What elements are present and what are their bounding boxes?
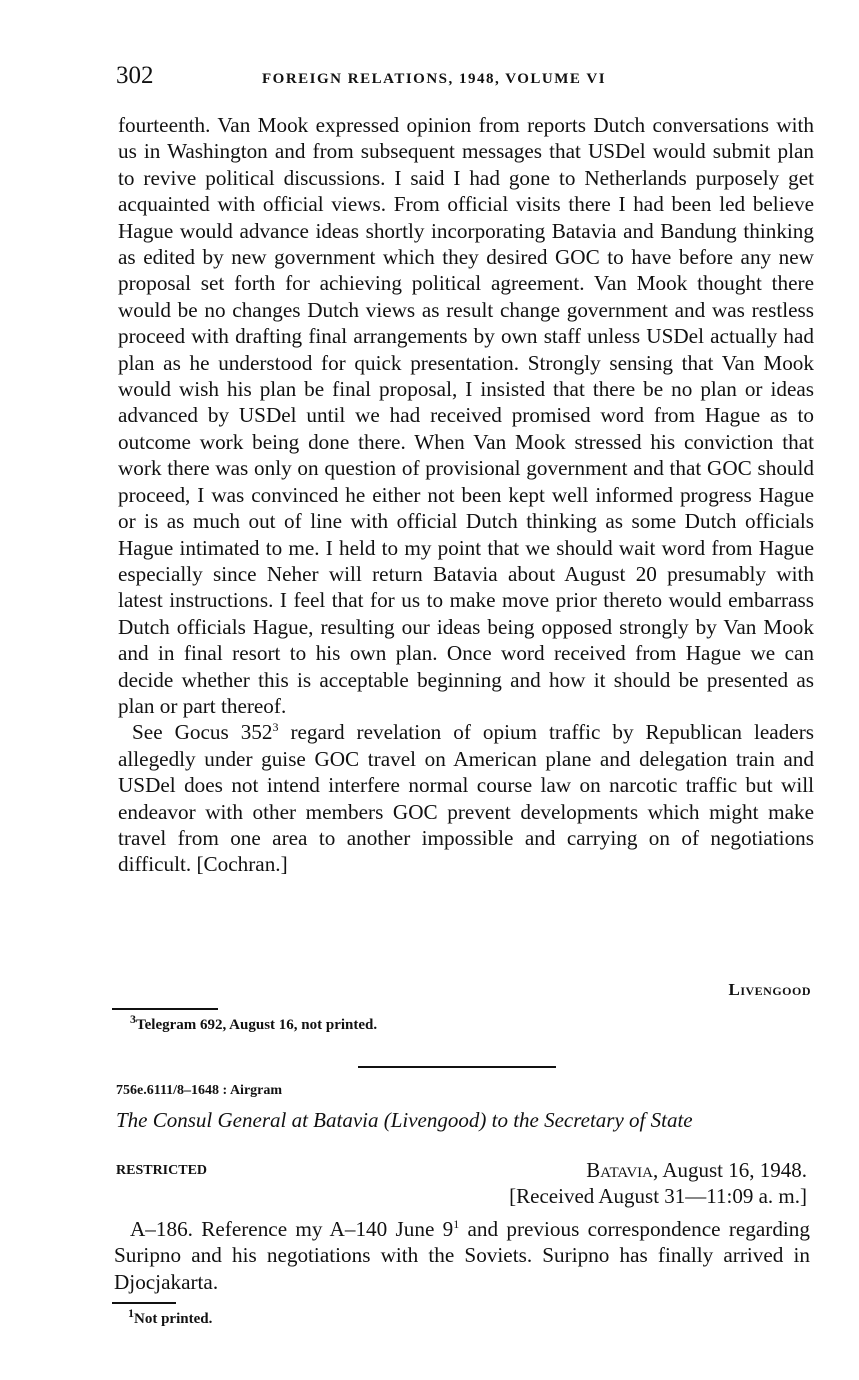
- paragraph-2-rest: regard revelation of opium traffic by Republican leaders allegedly under guise GOC travel on American plane and delegation train and USDel does not intend interfere normal course law on narcotic traffic but will endeavor with other members GOC prevent developments which might make travel from one area to another impossible and carrying on of negotiations difficult. [Cochran.]: [118, 720, 814, 877]
- airgram-rest: and previous correspondence regarding Suripno and his negotiations with the Soviets. Suripno has finally arrived in Djocjakarta.: [114, 1217, 810, 1294]
- footnote-1-marker: 1: [128, 1306, 134, 1320]
- page-number: 302: [116, 62, 154, 89]
- date: , August 16, 1948.: [652, 1158, 807, 1182]
- footnote-rule: [112, 1008, 218, 1010]
- footnote-3: [130, 1012, 378, 1034]
- footnote-rule-2: [112, 1302, 176, 1304]
- airgram-start: A–186. Reference my A–140 June 9: [130, 1217, 454, 1241]
- paragraph-2-start: See Gocus 352: [132, 720, 273, 745]
- running-head: FOREIGN RELATIONS, 1948, VOLUME VI: [262, 71, 607, 87]
- airgram-body: [114, 1216, 810, 1295]
- airgram-paragraph: [114, 1216, 810, 1295]
- classification: RESTRICTED: [116, 1163, 208, 1178]
- footnote-3-marker: 3: [130, 1012, 136, 1026]
- file-reference: 756e.6111/8–1648 : Airgram: [116, 1083, 283, 1098]
- footnote-ref-1: 1: [453, 1216, 460, 1231]
- paragraph-2: [118, 719, 814, 877]
- footnote-1-text: Not printed.: [134, 1311, 213, 1327]
- footnote-1: [128, 1306, 213, 1328]
- place-date: [586, 1158, 807, 1183]
- document-title: The Consul General at Batavia (Livengood) to the Secretary of State: [116, 1108, 693, 1132]
- paragraph-1: fourteenth. Van Mook expressed opinion from reports Dutch conversations with us in Washington and from subsequent messages that USDel would submit plan to revive political discussions. I said I had gone to Netherlands purposely get acquainted with official views. From official visits there I had been led believe Hague would advance ideas shortly incorporating Batavia and Bandung thinking as edited by new government which they desired GOC to have before any new proposal set forth for achieving political agreement. Van Mook thought there would be no changes Dutch views as result change government and was restless proceed with drafting final arrangements by own staff unless USDel actually had plan as he understood for quick presentation. Strongly sensing that Van Mook would wish his plan be final proposal, I insisted that there be no plan or ideas advanced by USDel until we had received promised word from Hague as to outcome work being done there. When Van Mook stressed his conviction that work there was only on question of provisional government and that GOC should proceed, I was convinced he either not been kept well informed progress Hague or is as much out of line with official Dutch thinking as some Dutch officials Hague intimated to me. I held to my point that we should wait word from Hague especially since Neher will return Batavia about August 20 presumably with latest instructions. I feel that for us to make move prior thereto would embarrass Dutch officials Hague, resulting our ideas being opposed strongly by Van Mook and in final resort to his own plan. Once word received from Hague we can decide whether this is acceptable beginning and how it should be presented as plan or part thereof.: [118, 113, 814, 718]
- page-header: [116, 62, 809, 98]
- telegram-body: [118, 112, 814, 878]
- place: Batavia: [586, 1158, 653, 1182]
- footnote-ref-3: 3: [272, 720, 279, 735]
- footnote-3-text: Telegram 692, August 16, not printed.: [136, 1017, 378, 1033]
- signature: Livengood: [728, 980, 811, 999]
- section-separator: [358, 1066, 556, 1068]
- received-line: [Received August 31—11:09 a. m.]: [509, 1184, 807, 1208]
